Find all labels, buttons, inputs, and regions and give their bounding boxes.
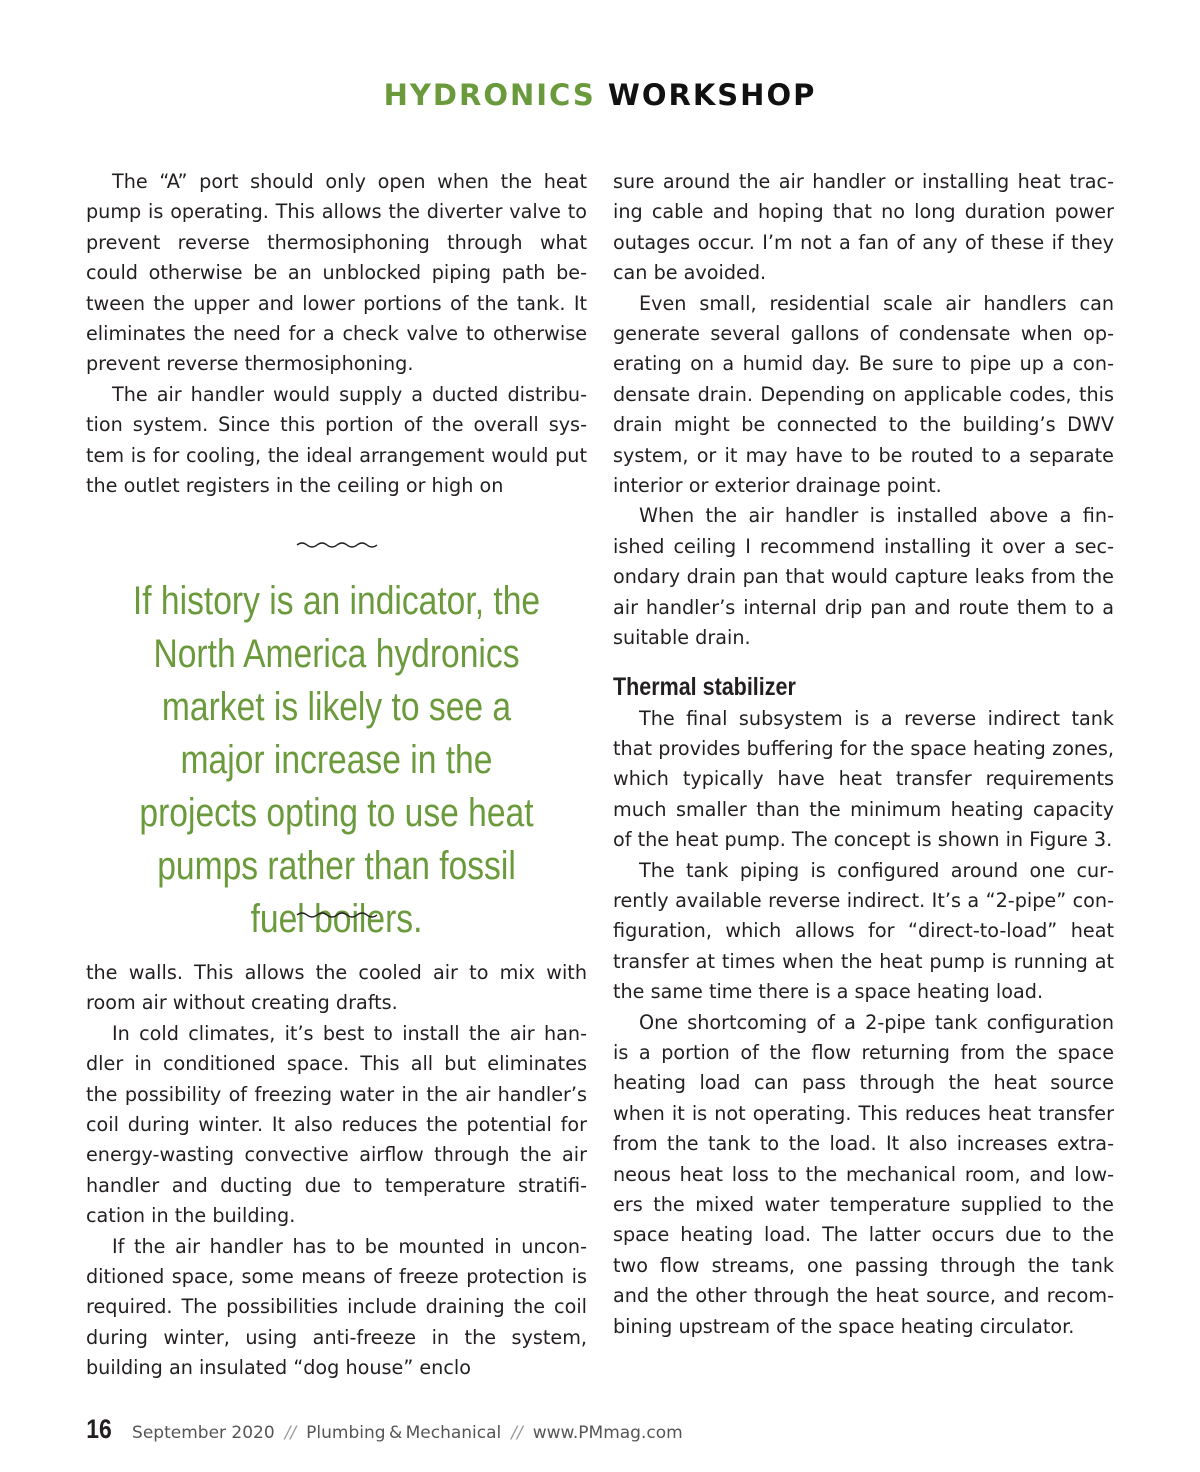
paragraph: The air handler would supply a ducted distribution system. Since this portion of the overall system is for cooling, the ideal arrangement would put the outlet registers in the ceiling or high on xyxy=(86,382,587,498)
footer-separator: // xyxy=(284,1423,297,1443)
paragraph: the walls. This allows the cooled air to mix with room air without creating drafts. xyxy=(86,961,587,1015)
paragraph: One shortcoming of a 2-pipe tank configuration is a portion of the flow returning from the space heating load can pass through the heat source when it is not operating. This reduces heat transfer from the tank to the load. It also increases extraneous heat loss to the mechanical room, and lowers the mixed water temperature supplied to the space heating load. The latter occurs due to the two flow streams, one passing through the tank and the other through the heat source, and recombining upstream of the space heating circulator. xyxy=(613,1010,1114,1338)
footer-separator: // xyxy=(511,1423,523,1443)
paragraph: sure around the air handler or installing heat tracing cable and hoping that no long duration power outages occur. I’m not a fan of any of these if they can be avoided. xyxy=(613,170,1114,285)
paragraph: If the air handler has to be mounted in unconditioned space, some means of freeze protection is required. The possibilities include draining the coil during winter, using anti-freeze in the system, building an insulated “dog house” enclo xyxy=(86,1234,587,1380)
paragraph: Even small, residential scale air handlers can generate several gallons of condensate when operating on a humid day. Be sure to pipe up a condensate drain. Depending on applicable codes, this drain might be connected to the building’s DWV system, or it may have to be routed to a separate interior or exterior drainage point. xyxy=(613,291,1114,498)
pull-quote-top-ornament-icon xyxy=(296,540,378,550)
paragraph: The final subsystem is a reverse indirect tank that provides buffering for the space heating zones, which typically have heat transfer requirements much smaller than the minimum heating capacity of the heat pump. The concept is shown in Figure 3. xyxy=(613,706,1114,852)
pull-quote-bottom-ornament-icon xyxy=(296,910,378,920)
pull-quote-text: If history is an indicator, the North America hydronics market is likely to see a major increase in the projects opting to use heat pumps rather than fossil fuel boilers. xyxy=(132,579,541,941)
left-column-top xyxy=(86,167,587,501)
section-header xyxy=(0,78,1200,112)
issue-date: September 2020 xyxy=(132,1423,275,1443)
paragraph: In cold climates, it’s best to install the air handler in conditioned space. This all but eliminates the possibility of freezing water in the air handler’s coil during winter. It also reduces the potential for energy-wasting convective airflow through the air handler and ducting due to temperature stratification in the building. xyxy=(86,1021,587,1228)
pull-quote xyxy=(86,575,587,946)
paragraph: The “A” port should only open when the heat pump is operating. This allows the diverter valve to prevent reverse thermosiphoning through what could otherwise be an unblocked piping path between the upper and lower portions of the tank. It eliminates the need for a check valve to otherwise prevent reverse thermosiphoning. xyxy=(86,170,587,376)
left-column-bottom xyxy=(86,958,587,1384)
publication-name: Plumbing & Mechanical xyxy=(306,1423,502,1443)
subheading: Thermal stabilizer xyxy=(613,672,796,701)
paragraph: The tank piping is configured around one currently available reverse indirect. It’s a “2-pipe” configuration, which allows for “direct-to-load” heat transfer at times when the heat pump is running at the same time there is a space heating load. xyxy=(613,858,1114,1004)
right-column xyxy=(613,167,1114,1342)
website-link[interactable]: www.PMmag.com xyxy=(532,1423,683,1443)
page-number: 16 xyxy=(86,1414,112,1444)
paragraph: When the air handler is installed above a finished ceiling I recommend installing it over a secondary drain pan that would capture leaks from the air handler’s internal drip pan and route them to a suitable drain. xyxy=(613,504,1114,650)
section-title-dark: WORKSHOP xyxy=(607,78,817,112)
page-footer xyxy=(84,1414,683,1454)
section-title-green: HYDRONICS xyxy=(383,78,596,112)
